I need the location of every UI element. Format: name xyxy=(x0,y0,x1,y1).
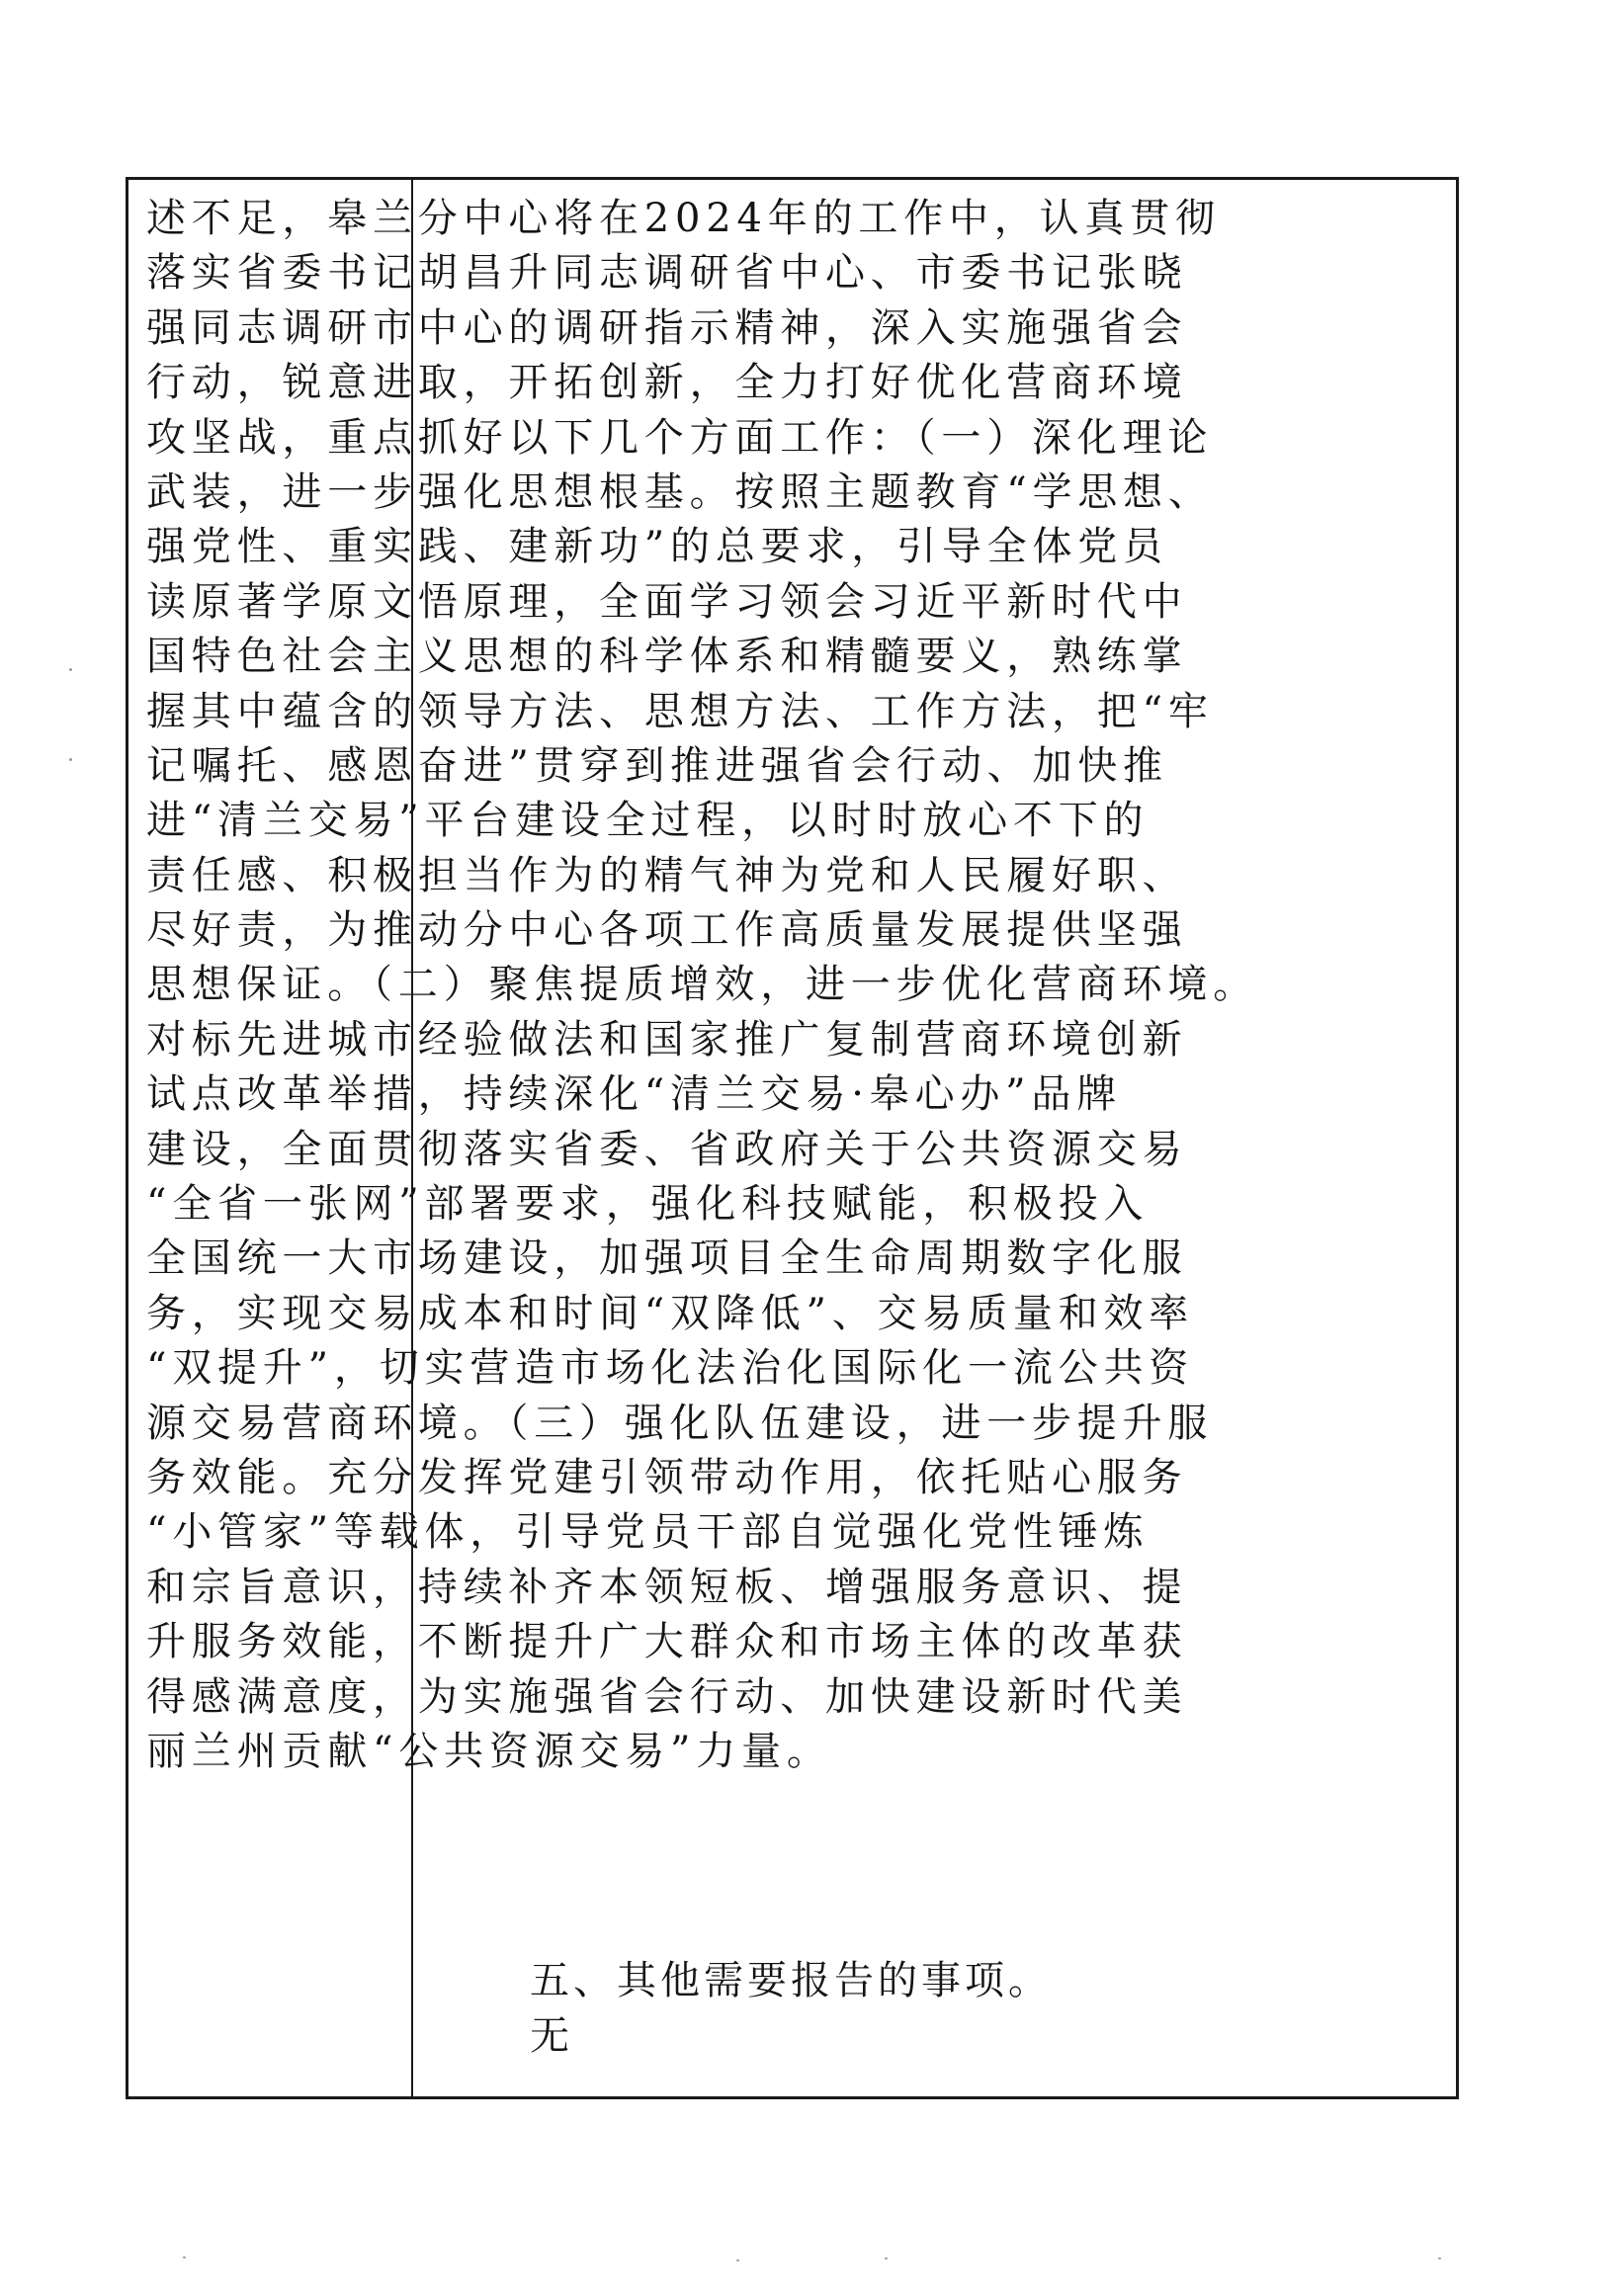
paragraph-line: 源交易营商环境。（三）强化队伍建设，进一步提升服 xyxy=(146,1400,1214,1446)
scan-speck xyxy=(69,668,72,671)
report-paragraph xyxy=(146,192,1451,1779)
paragraph-line: “全省一张网”部署要求，强化科技赋能，积极投入 xyxy=(146,1181,1150,1228)
paragraph-line: 务，实现交易成本和时间“双降低”、交易质量和效率 xyxy=(146,1290,1195,1336)
paragraph-line: 思想保证。（二）聚焦提质增效，进一步优化营商环境。 xyxy=(146,962,1258,1008)
scan-speck xyxy=(1438,2257,1441,2259)
paragraph-line: 全国统一大市场建设，加强项目全生命周期数字化服 xyxy=(146,1235,1188,1282)
paragraph-line: 进“清兰交易”平台建设全过程，以时时放心不下的 xyxy=(146,798,1150,844)
paragraph-line: 和宗旨意识，持续补齐本领短板、增强服务意识、提 xyxy=(146,1564,1188,1610)
paragraph-line: 务效能。充分发挥党建引领带动作用，依托贴心服务 xyxy=(146,1454,1188,1500)
paragraph-line: 握其中蕴含的领导方法、思想方法、工作方法，把“牢 xyxy=(146,688,1214,734)
paragraph-line: 升服务效能，不断提升广大群众和市场主体的改革获 xyxy=(146,1619,1188,1665)
paragraph-line: 强同志调研市中心的调研指示精神，深入实施强省会 xyxy=(146,304,1188,351)
paragraph-line: 丽兰州贡献“公共资源交易”力量。 xyxy=(146,1728,832,1774)
paragraph-line: 试点改革举措，持续深化“清兰交易·皋心办”品牌 xyxy=(146,1071,1123,1118)
paragraph-line: 责任感、积极担当作为的精气神为党和人民履好职、 xyxy=(146,852,1188,898)
scan-speck xyxy=(183,2256,186,2258)
section-heading: 五、其他需要报告的事项。 xyxy=(530,1958,1052,2003)
scan-speck xyxy=(885,2257,888,2259)
paragraph-line: 武装，进一步强化思想根基。按照主题教育“学思想、 xyxy=(146,468,1214,515)
paragraph-line: 得感满意度，为实施强省会行动、加快建设新时代美 xyxy=(146,1673,1188,1720)
paragraph-line: 强党性、重实践、建新功”的总要求，引导全体党员 xyxy=(146,524,1168,570)
paragraph-line: 行动，锐意进取，开拓创新，全力打好优化营商环境 xyxy=(146,360,1188,406)
scan-speck xyxy=(736,2259,739,2261)
paragraph-line: 述不足，皋兰分中心将在2024年的工作中，认真贯彻 xyxy=(146,196,1221,241)
paragraph-line: 落实省委书记胡昌升同志调研省中心、市委书记张晓 xyxy=(146,250,1188,297)
paragraph-line: “双提升”，切实营造市场化法治化国际化一流公共资 xyxy=(146,1345,1195,1392)
paragraph-line: 读原著学原文悟原理，全面学习领会习近平新时代中 xyxy=(146,578,1188,625)
paragraph-line: 建设，全面贯彻落实省委、省政府关于公共资源交易 xyxy=(146,1126,1188,1172)
paragraph-line: 攻坚战，重点抓好以下几个方面工作：（一）深化理论 xyxy=(146,414,1214,461)
scan-speck xyxy=(69,758,72,761)
paragraph-line: “小管家”等载体，引导党员干部自觉强化党性锤炼 xyxy=(146,1509,1150,1556)
paragraph-line: 记嘱托、感恩奋进”贯穿到推进强省会行动、加快推 xyxy=(146,742,1168,789)
paragraph-line: 对标先进城市经验做法和国家推广复制营商环境创新 xyxy=(146,1016,1188,1063)
paragraph-line: 尽好责，为推动分中心各项工作高质量发展提供坚强 xyxy=(146,907,1188,954)
paragraph-line: 国特色社会主义思想的科学体系和精髓要义，熟练掌 xyxy=(146,634,1188,680)
section-answer: 无 xyxy=(530,2013,569,2059)
